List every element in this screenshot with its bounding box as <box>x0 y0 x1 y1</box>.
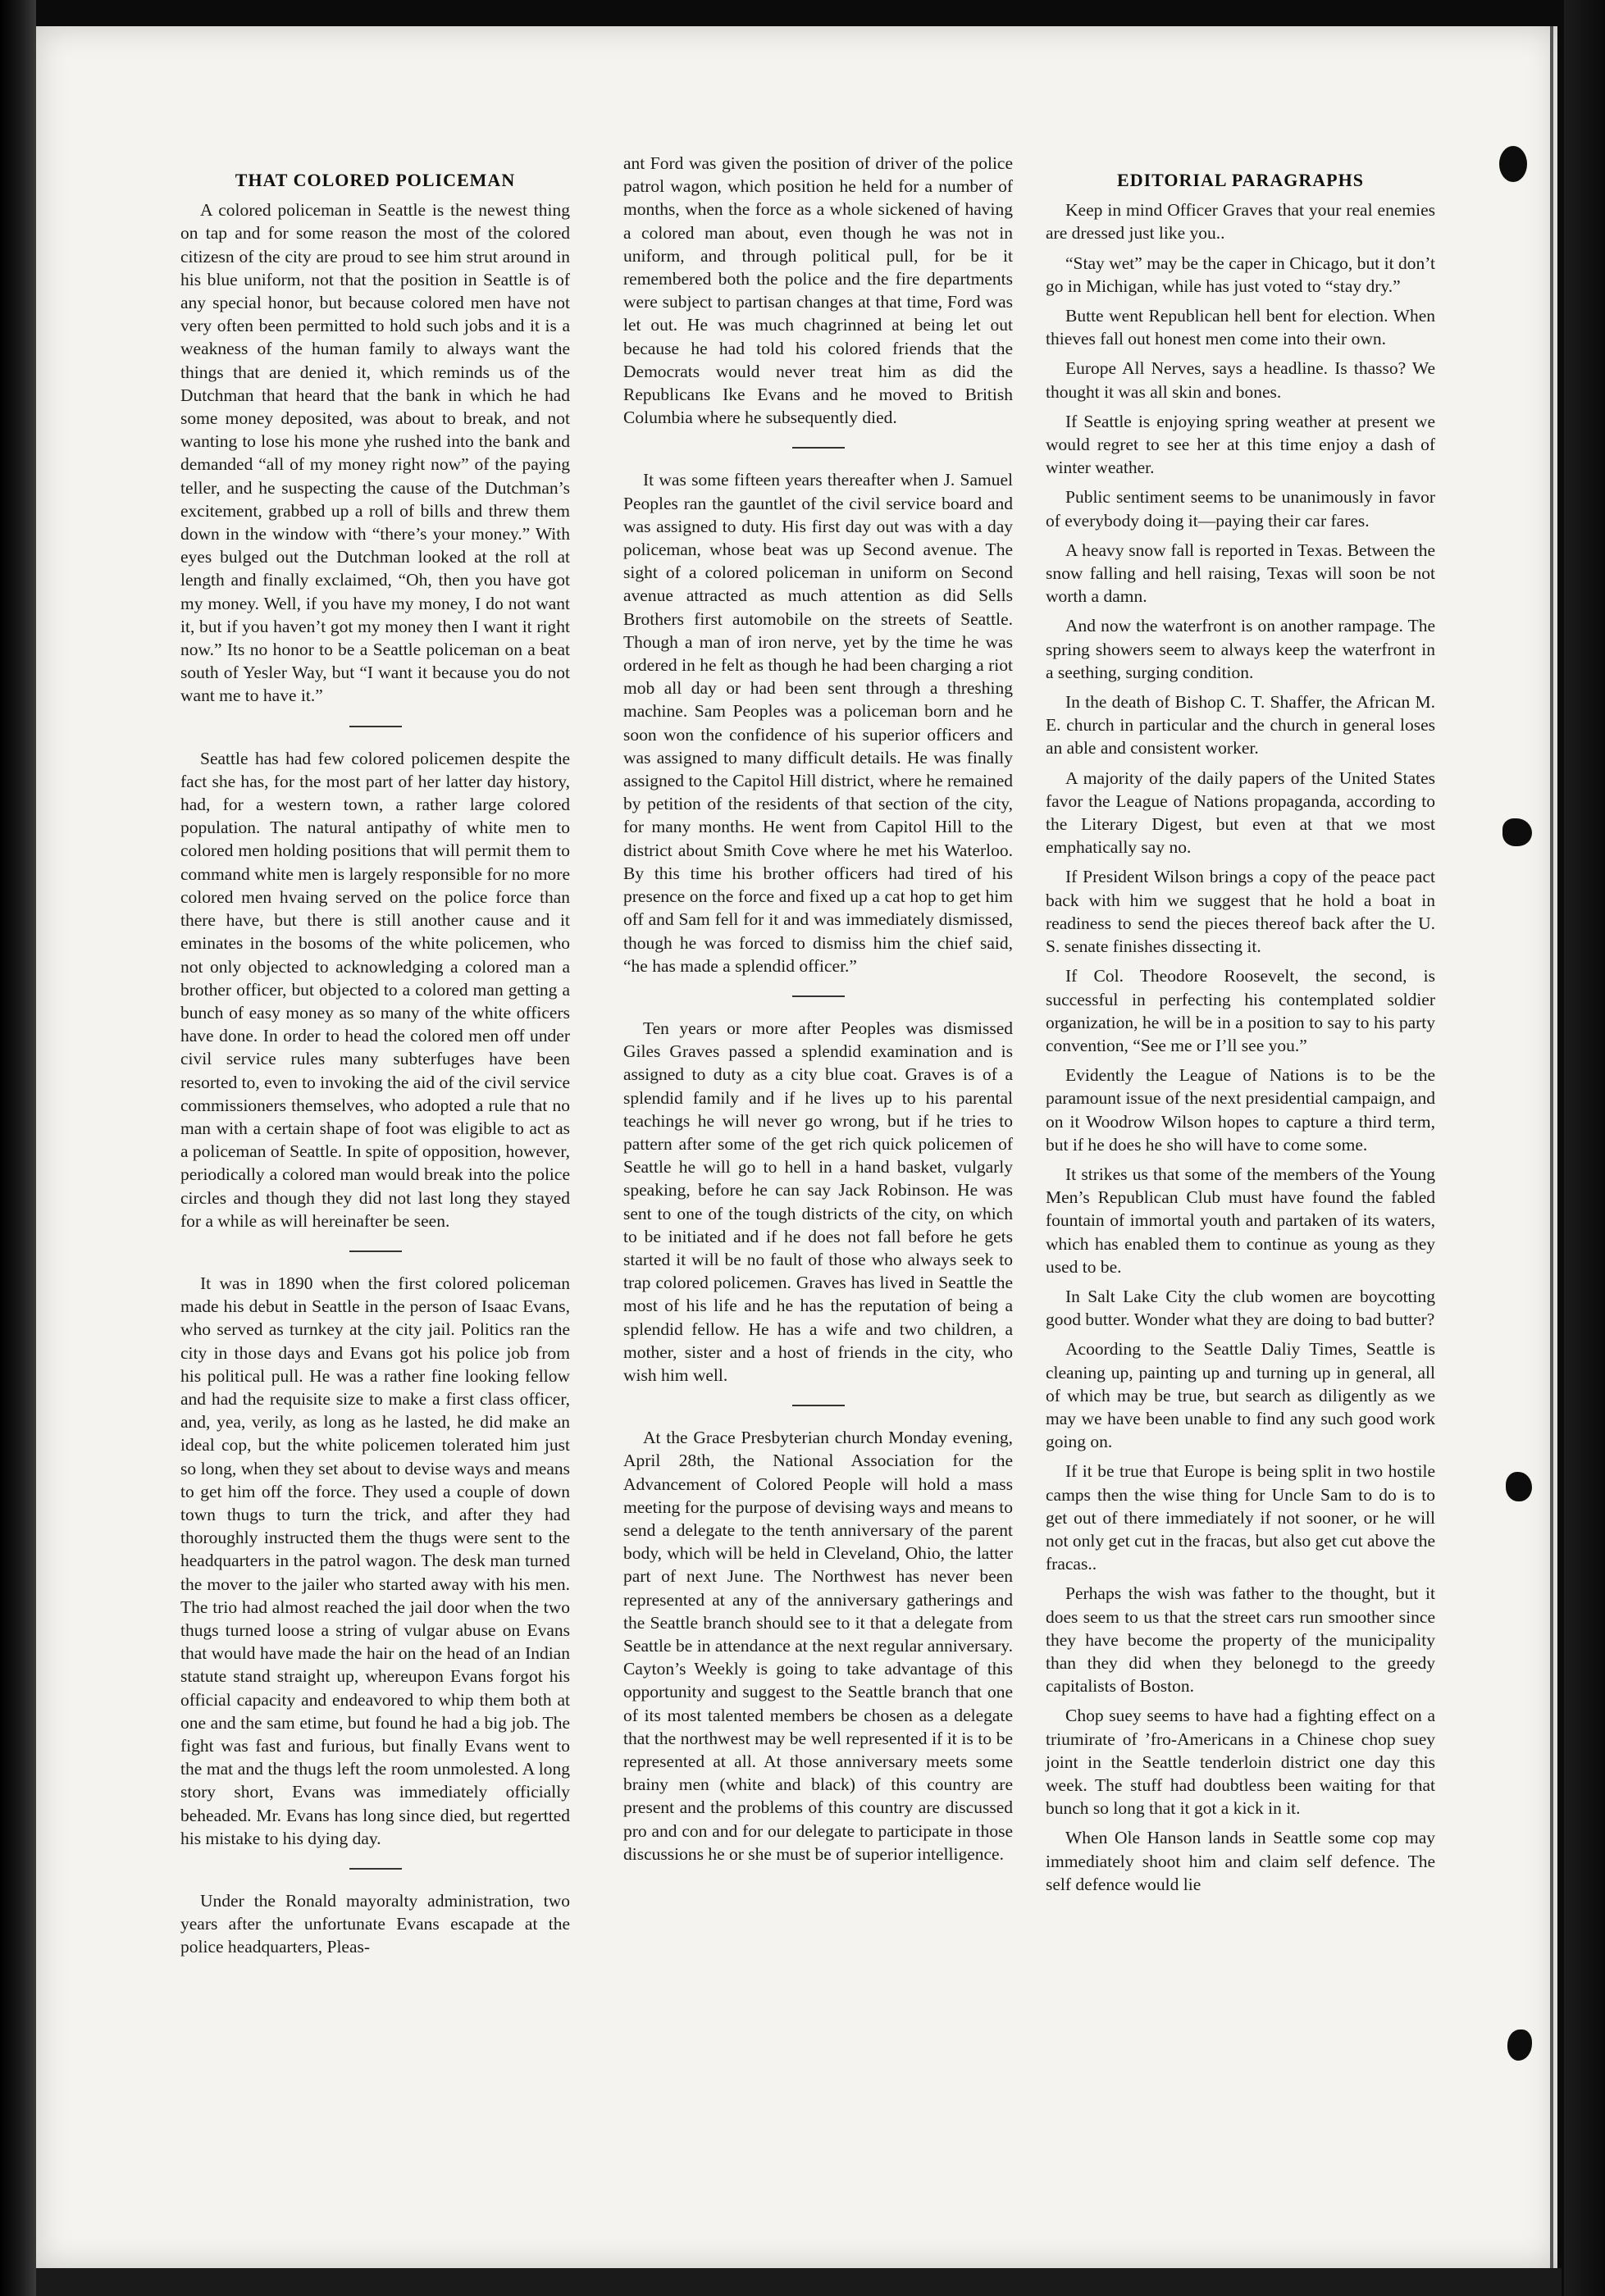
editorial-paragraph: Keep in mind Officer Graves that your real enemies are dressed just like you.. <box>1046 200 1435 244</box>
section-divider <box>792 447 845 449</box>
editorial-headline: EDITORIAL PARAGRAPHS <box>1117 170 1364 190</box>
editorial-paragraph: A heavy snow fall is reported in Texas. Between the snow falling and hell raising, Texas will soon be not worth a damn. <box>1046 540 1435 607</box>
editorial-paragraph: Evidently the League of Nations is to be the paramount issue of the next presidential campaign, and on it Woodrow Wilson hopes to capture a third term, but if he does he sho will have to come some. <box>1046 1065 1435 1155</box>
page-bottom-edge <box>36 2268 1562 2296</box>
section-divider <box>349 1868 402 1870</box>
editorial-paragraph: In Salt Lake City the club women are boycotting good butter. Wonder what they are doing to bad butter? <box>1046 1286 1435 1330</box>
section-divider <box>349 726 402 727</box>
article-column-2 <box>623 152 1013 1872</box>
punch-hole-mark <box>1506 1472 1532 1501</box>
microfilm-left-border <box>0 0 36 2296</box>
editorial-paragraph: Public sentiment seems to be unanimously in favor of everybody doing it—paying their car fares. <box>1046 487 1435 531</box>
article-headline: THAT COLORED POLICEMAN <box>235 170 516 190</box>
editorial-paragraph: Acoording to the Seattle Daliy Times, Seattle is cleaning up, painting up and turning up in general, all of which may be true, but search as diligently as we may we have been unable to find any such good work going on. <box>1046 1339 1435 1452</box>
punch-hole-mark <box>1502 818 1532 846</box>
editorial-paragraph: When Ole Hanson lands in Seattle some cop may immediately shoot him and claim self defence. The self defence would lie <box>1046 1828 1435 1894</box>
editorial-paragraph: “Stay wet” may be the caper in Chicago, but it don’t go in Michigan, while has just voted to “stay dry.” <box>1046 253 1435 296</box>
article-paragraph: It was in 1890 when the first colored policeman made his debut in Seattle in the person of Isaac Evans, who served as turnkey at the city jail. Politics ran the city in those days and Evans got his police job from his political pull. He was a rather fine looking fellow and had the requisite size to make a first class officer, and, yea, verily, as long as he lasted, he did make an ideal cop, but the white policemen tolerated him just so long, when they set about to devise ways and means to get him off the force. They used a couple of down town thugs to turn the trick, and after they had thoroughly instructed them the thugs were sent to the headquarters in the patrol wagon. The desk man turned the mover to the jailer who started away with his men. The trio had almost reached the jail door when the two thugs turned loose a string of vulgar abuse on Evans that would have made the hair on the head of an Indian statute stand straight up, whereupon Evans forgot his official capacity and endeavored to whip them both at one and the sam etime, but found he had a big job. The fight was fast and furious, but finally Evans went to the mat and the thugs left the room unmolested. A long story short, Evans was immediately officially beheaded. Mr. Evans has long since died, but regertted his mistake to his dying day. <box>180 1273 570 1848</box>
editorial-items <box>1046 198 1435 1896</box>
section-divider <box>792 1405 845 1406</box>
editorial-paragraph: A majority of the daily papers of the United States favor the League of Nations propaganda, according to the Literary Digest, but even at that we most emphatically say no. <box>1046 768 1435 858</box>
editorial-paragraph: And now the waterfront is on another rampage. The spring showers seem to always keep the waterfront in a seething, surging condition. <box>1046 616 1435 682</box>
editorial-paragraph: In the death of Bishop C. T. Shaffer, the African M. E. church in particular and the church in general loses an able and consistent worker. <box>1046 692 1435 758</box>
editorial-paragraph: Chop suey seems to have had a fighting effect on a triumirate of ’fro-Americans in a Chinese chop suey joint in the Seattle tenderloin district one day this week. The stuff had doubtless been waiting for that bunch so long that it got a kick in it. <box>1046 1706 1435 1819</box>
article-paragraph: It was some fifteen years thereafter when J. Samuel Peoples ran the gauntlet of the civil service board and was assigned to duty. His first day out was with a day policeman, whose beat was up Second avenue. The sight of a colored policeman in uniform on Second avenue attracted as much attention as did Sells Brothers first automobile on the streets of Seattle. Though a man of iron nerve, yet by the time he was ordered in he felt as though he had been charging a riot mob all day or had been sent through a threshing machine. Sam Peoples was a policeman born and he soon won the confidence of his superior officers and was assigned to many difficult details. He was finally assigned to the Capitol Hill district, where he remained by petition of the residents of that section of the city, for many months. He went from Capitol Hill to the district about Smith Cove where he met his Waterloo. By this time his brother officers had tired of his presence on the force and fixed up a cat hop to get him off and Sam fell for it and was immediately dismissed, though he was forced to dismiss him the chief said, “he has made a splendid officer.” <box>623 470 1013 976</box>
editorial-paragraph: Perhaps the wish was father to the thought, but it does seem to us that the street cars run smoother since they have become the property of the municipality than they did when they belonegd to the greedy capitalists of Boston. <box>1046 1583 1435 1697</box>
article-paragraph: A colored policeman in Seattle is the newest thing on tap and for some reason the most of the colored citizesn of the city are proud to see him strut around in his blue uniform, not that the position in Seattle is of any special honor, but because colored men have not very often been permitted to hold such jobs and it is a weakness of the human family to always want the things that are denied it, which reminds us of the Dutchman that heard that the bank in which he had some money deposited, was about to break, and not wanting to lose his mone yhe rushed into the bank and demanded “all of my money right now” of the paying teller, and he suspecting the cause of the Dutchman’s excitement, grabbed up a roll of bills and threw them down in the window with “there’s your money.” With eyes bulged out the Dutchman looked at the roll at length and finally exclaimed, “Oh, then you have got my money. Well, if you have my money, I do not want it, but if you haven’t got my money then I want it right now.” Its no honor to be a Seattle policeman on a beat south of Yesler Way, but “I want it because you do not want me to have it.” <box>180 200 570 706</box>
article-paragraph: Seattle has had few colored policemen despite the fact she has, for the most part of her latter day history, had, for a western town, a rather large colored population. The natural antipathy of white men to colored men holding positions that will permit them to command white men is largely responsible for no more colored men hvaing served on the police force than there have, but there is still another cause and it eminates in the bosoms of the white policemen, who not only objected to acknowledging a colored man a brother officer, but objected to a colored man getting a bunch of easy money as so many of the white officers have done. In order to head the colored men off under civil service rules many subterfuges have been resorted to, even to invoking the aid of the civil service commissioners themselves, who adopted a rule that no man with a certain shape of foot was eligible to act as a policeman of Seattle. In spite of opposition, however, periodically a colored man would break into the police circles and though they did not last long they stayed for a while as will hereinafter be seen. <box>180 748 571 1231</box>
section-divider <box>792 995 845 997</box>
editorial-paragraph: If President Wilson brings a copy of the peace pact back with him we suggest that he hold a boat in readiness to send the pieces thereof back after the U. S. senate finishes dissecting it. <box>1046 867 1435 957</box>
editorial-column <box>1046 139 1435 1902</box>
article-column-1 <box>180 139 570 1966</box>
article-paragraph: ant Ford was given the position of driver of the police patrol wagon, which position he held for a number of months, when the force as a whole sickened of having a colored man about, even though he was not in uniform, and through political pull, for be it remembered both the police and the fire departments were subject to partisan changes at that time, Ford was let out. He was much chagrinned at being let out because he had told his colored friends that the Democrats would never treat him as did the Republicans Ike Evans and he moved to British Columbia where he subsequently died. <box>623 153 1013 428</box>
microfilm-right-border <box>1564 0 1605 2296</box>
editorial-paragraph: Butte went Republican hell bent for election. When thieves fall out honest men come into their own. <box>1046 306 1435 349</box>
editorial-paragraph: If Col. Theodore Roosevelt, the second, is successful in perfecting his contemplated soldier organization, he will be in a position to say to his party convention, “See me or I’ll see you.” <box>1046 966 1435 1055</box>
editorial-paragraph: Europe All Nerves, says a headline. Is thasso? We thought it was all skin and bones. <box>1046 358 1435 402</box>
article-paragraph: At the Grace Presbyterian church Monday evening, April 28th, the National Association for the Advancement of Colored People will hold a mass meeting for the purpose of devising ways and means to send a delegate to the tenth anniversary of the parent body, which will be held in Cleveland, Ohio, the latter part of next June. The Northwest has never been represented at any of the anniversary gatherings and the Seattle branch should see to it that a delegate from Seattle be in attendance at the next regular anniversary. Cayton’s Weekly is going to take advantage of this opportunity and suggest to the Seattle branch that one of its most talented members be chosen as a delegate that the northwest may be well represented if it is to be represented at all. At those anniversary meets some brainy men (white and black) of this country are present and the problems of this country are discussed pro and con and for our delegate to participate in those discussions he or she must be of superior intelligence. <box>623 1428 1013 1864</box>
editorial-paragraph: If Seattle is enjoying spring weather at present we would regret to see her at this time enjoy a dash of winter weather. <box>1046 411 1435 478</box>
editorial-paragraph: It strikes us that some of the members of the Young Men’s Republican Club must have found the fabled fountain of immortal youth and partaken of its waters, which has enabled them to continue as young as they used to be. <box>1046 1164 1435 1277</box>
article-paragraph: Ten years or more after Peoples was dismissed Giles Graves passed a splendid examination and is assigned to duty as a city blue coat. Graves is of a splendid family and if he lives up to his parental teachings he will never go wrong, but if he tries to pattern after some of the get rich quick policemen of Seattle he will go to hell in a hand basket, vulgarly speaking, before he can say Jack Robinson. He was sent to one of the tough districts of the city, on which to be initiated and if he does not fall before he gets started it will be no fault of those who always seek to trap colored policemen. Graves has lived in Seattle the most of his life and he has the reputation of being a splendid fellow. He has a wife and two children, a mother, sister and a host of friends in the city, who wish him well. <box>623 1018 1013 1385</box>
editorial-paragraph: If it be true that Europe is being split in two hostile camps then the wise thing for Uncle Sam to do is to get out of there immediately if not sooner, or he will not only get cut in the fracas, but also get cut above the fracas.. <box>1046 1461 1435 1574</box>
article-paragraph: Under the Ronald mayoralty administration, two years after the unfortunate Evans escapade at the police headquarters, Pleas- <box>180 1891 570 1957</box>
punch-hole-mark <box>1499 146 1527 182</box>
section-divider <box>349 1250 402 1252</box>
page-right-edge <box>1550 26 1553 2268</box>
